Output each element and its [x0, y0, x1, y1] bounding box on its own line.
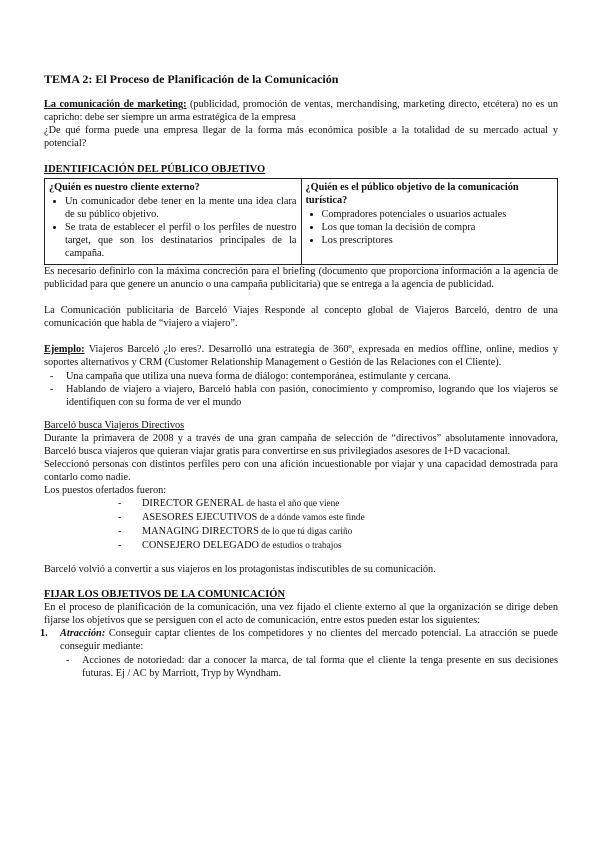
intro-text: (publicidad, promoción de ventas, merchandising, marketing directo, etcétera) no es un capricho: debe ser siempre un arma estratégica de la empresa [44, 99, 559, 123]
list-item: - DIRECTOR GENERAL de hasta el año que viene [44, 497, 558, 511]
intro-paragraph [44, 98, 558, 124]
list-item: - ASESORES EJECUTIVOS de a dónde vamos este finde [44, 511, 558, 525]
objective-sublist [60, 654, 558, 680]
objective-item [40, 627, 558, 680]
list-item: • Se trata de establecer el perfil o los perfiles de nuestro target, que son los destinatarios principales de la campaña. [65, 221, 297, 260]
list-item: - CONSEJERO DELEGADO de estudios o trabajos [44, 539, 558, 553]
section2-intro: En el proceso de planificación de la comunicación, una vez fijado el cliente externo al que la organización se dirige deben fijarse los objetivos que se persiguen con el acto de comunicación, entre estos pueden estar los siguientes: [44, 602, 558, 626]
list-item: • Compradores potenciales o usuarios actuales [322, 208, 554, 221]
list-item: - MANAGING DIRECTORS de lo que tú digas cariño [44, 525, 558, 539]
list-item: - Una campaña que utiliza una nueva forma de diálogo: contemporánea, estimulante y cercana. [44, 370, 558, 383]
example-text: Viajeros Barceló ¿lo eres?. Desarrolló una estrategia de 360º, expresada en medios offline, online, medios y soportes alternativos y CRM (Customer Relationship Management o Gestión de las Relaciones con el Cliente). [44, 344, 558, 368]
document-page [40, 72, 559, 680]
list-item: - Hablando de viajero a viajero, Barceló habla con pasión, conocimiento y compromiso, logrando que los viajeros se identifiquen con su forma de ver el mundo [44, 383, 558, 409]
list-item: • Los que toman la decisión de compra [322, 221, 554, 234]
tourism-audience-list [306, 208, 554, 247]
audience-table [44, 178, 558, 265]
section1-heading: IDENTIFICACIÓN DEL PÚBLICO OBJETIVO [44, 164, 266, 175]
external-client-list [49, 195, 297, 260]
page-title: TEMA 2: El Proceso de Planificación de la Comunicación [44, 72, 339, 86]
example-label: Ejemplo: [44, 344, 85, 355]
objectives-list [40, 627, 558, 680]
external-client-heading: ¿Quién es nuestro cliente externo? [49, 182, 200, 193]
example-paragraph [44, 343, 558, 369]
intro-label: La comunicación de marketing: [44, 99, 187, 110]
list-item: - Acciones de notoriedad: dar a conocer la marca, de tal forma que el cliente la tenga presente en sus decisiones futuras. Ej / AC by Marriott, Tryp by Wyndham. [60, 654, 558, 680]
directivos-heading: Barceló busca Viajeros Directivos [44, 420, 185, 431]
objective-text: Conseguir captar clientes de los competidores y no clientes del mercado potencial. La atracción se puede conseguir mediante: [60, 628, 558, 652]
list-item: • Los prescriptores [322, 234, 554, 247]
objective-label: Atracción: [60, 628, 106, 639]
list-item: • Un comunicador debe tener en la mente una idea clara de su público objetivo. [65, 195, 297, 221]
example-list [44, 370, 558, 409]
tourism-audience-heading: ¿Quién es el público objetivo de la comunicación turística? [305, 182, 519, 206]
tourism-audience-cell [301, 179, 558, 265]
directivos-paragraph-1: Durante la primavera de 2008 y a través de una gran campaña de selección de “directivos” absolutamente innovadora, Barceló busca viajeros que quieran viajar gratis para convertirse en sus privilegiados asesores de I+D vacacional. [44, 433, 558, 457]
posts-list [44, 497, 558, 553]
external-client-cell [45, 179, 302, 265]
objective-number: 1. [40, 628, 48, 639]
directivos-closing: Barceló volvió a convertir a sus viajeros en los protagonistas indiscutibles de su comunicación. [44, 564, 436, 575]
directivos-paragraph-2: Seleccionó personas con distintos perfiles pero con una afición incuestionable por viajar y una capacidad demostrada para contarlo como nadie. [44, 459, 558, 483]
posts-label: Los puestos ofertados fueron: [44, 485, 167, 496]
briefing-paragraph: Es necesario definirlo con la máxima concreción para el briefing (documento que proporciona información a la agencia de publicidad para que genere un anuncio o una campaña publicitaria) que se entrega a la agencia de publicidad. [44, 266, 558, 290]
barcelo-paragraph: La Comunicación publicitaria de Barceló Viajes Responde al concepto global de Viajeros Barceló, dentro de una comunicación que habla de “viajero a viajero”. [44, 305, 558, 329]
section2-heading: FIJAR LOS OBJETIVOS DE LA COMUNICACIÓN [44, 589, 286, 600]
intro-question: ¿De qué forma puede una empresa llegar de la forma más económica posible a la totalidad de su mercado actual y potencial? [44, 125, 558, 149]
